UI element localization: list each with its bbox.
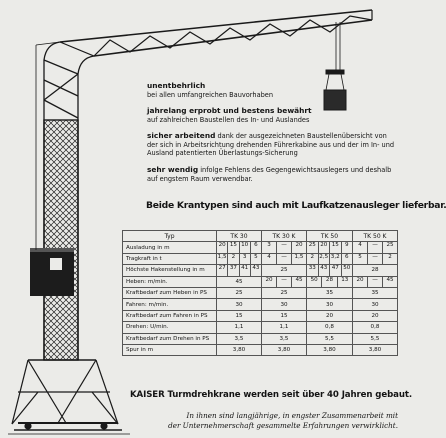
value-cell: 15 (217, 310, 262, 321)
feature-3-text: dank der ausgezeichneten Baustellenübersicht von der sich in Arbeitsrichtung drehenden Führerkabine aus und der im In- und Ausland patentierten Überlastungs-Sicherung (147, 132, 395, 158)
row-label: Kraftbedarf zum Heben in PS (123, 287, 217, 298)
feature-3-heading: sicher arbeitend (147, 131, 216, 140)
value-subcell: 4 (262, 254, 277, 264)
table-row (123, 344, 398, 355)
value-subcell: 3,2 (330, 254, 342, 264)
value-cell (217, 253, 262, 264)
feature-2-text: auf zahlreichen Baustellen des In- und Auslandes (147, 115, 310, 124)
value-subcell: 6 (344, 253, 349, 260)
specification-table (122, 230, 398, 356)
row-label: Spur in m (123, 344, 217, 355)
value-cell (353, 242, 398, 253)
value-subcell: — (368, 277, 383, 287)
feature-4-heading: sehr wendig (147, 165, 199, 174)
value-subcell: 2 (307, 254, 319, 264)
value-cell: 5,5 (353, 333, 398, 344)
value-subcell: 20 (295, 242, 303, 249)
value-subcell: 45 (386, 276, 394, 283)
table-row (123, 253, 398, 264)
value-cell: 25 (262, 265, 307, 276)
feature-2-heading: jahrelang erprobt und bestens bewährt (147, 106, 312, 115)
value-subcell: 15 (330, 242, 342, 252)
value-cell (217, 265, 262, 276)
value-cell: 1,1 (217, 322, 262, 333)
value-subcell: 27 (217, 265, 228, 275)
value-subcell: 43 (319, 265, 331, 275)
value-cell: 0,8 (353, 322, 398, 333)
value-subcell: 25 (386, 242, 394, 249)
value-cell (307, 242, 353, 253)
tagline: KAISER Turmdrehkrane werden seit über 40 Jahren gebaut. (130, 390, 413, 400)
value-subcell: 4 (353, 242, 368, 252)
row-label: Höchste Hakenstellung in m (123, 265, 217, 276)
value-subcell: 20 (217, 242, 228, 252)
value-cell: 30 (307, 299, 353, 310)
value-subcell: 1,5 (294, 253, 304, 260)
value-subcell: 2 (388, 253, 392, 260)
value-subcell: 20 (353, 277, 368, 287)
value-subcell: 3 (240, 254, 251, 264)
value-cell: 30 (262, 299, 307, 310)
header-tk50: TK 50 (307, 231, 353, 242)
crane-cabin (30, 248, 74, 296)
table-row (123, 310, 398, 321)
value-cell: 35 (307, 287, 353, 298)
value-subcell: 25 (307, 242, 319, 252)
value-subcell: 33 (307, 265, 319, 275)
table-row (123, 333, 398, 344)
crane-jib (60, 10, 372, 56)
value-subcell: 2 (228, 254, 239, 264)
value-cell (217, 242, 262, 253)
crane-tower (44, 120, 78, 360)
table-row (123, 265, 398, 276)
value-subcell: 20 (262, 277, 277, 287)
value-subcell: 13 (341, 276, 349, 283)
row-label: Drehen: U/min. (123, 322, 217, 333)
value-subcell: 5 (254, 253, 258, 260)
table-row (123, 322, 398, 333)
row-label: Tragkraft in t (123, 253, 217, 264)
table-body (123, 242, 398, 356)
feature-1-text: bei allen umfangreichen Bauvorhaben (147, 90, 274, 99)
value-subcell: 50 (307, 277, 322, 287)
feature-1-heading: unentbehrlich (147, 81, 206, 90)
feature-2 (147, 107, 397, 124)
value-subcell: 6 (254, 242, 258, 249)
row-label: Kraftbedarf zum Drehen in PS (123, 333, 217, 344)
value-cell: 20 (307, 310, 353, 321)
header-tk50k: TK 50 K (353, 231, 398, 242)
value-cell: 3,80 (262, 344, 307, 355)
value-cell: 3,5 (217, 333, 262, 344)
value-subcell: — (277, 242, 292, 252)
value-subcell: 5 (353, 254, 368, 264)
value-subcell: 41 (240, 265, 251, 275)
row-label: Heben: m/min. (123, 276, 217, 287)
header-tk30: TK 30 (217, 231, 262, 242)
value-subcell: 1,5 (217, 254, 228, 264)
crane-upper-mast (44, 42, 94, 120)
table-row (123, 276, 398, 287)
value-cell: 30 (353, 299, 398, 310)
value-cell (307, 276, 353, 287)
value-cell: 15 (262, 310, 307, 321)
value-subcell: 50 (343, 265, 351, 272)
value-cell: 25 (262, 287, 307, 298)
feature-1 (147, 82, 397, 99)
header-typ: Typ (123, 231, 217, 242)
value-cell (353, 276, 398, 287)
value-subcell: 43 (252, 265, 260, 272)
value-subcell: — (368, 254, 383, 264)
value-cell: 45 (217, 276, 262, 287)
value-subcell: 2,5 (319, 254, 331, 264)
value-cell (262, 253, 307, 264)
value-subcell: 37 (228, 265, 239, 275)
value-cell: 28 (353, 265, 398, 276)
footer-text (140, 411, 398, 431)
footer-line-1: In ihnen sind langjährige, in engster Zusammenarbeit mit (186, 411, 398, 420)
header-tk30k: TK 30 K (262, 231, 307, 242)
value-cell (262, 242, 307, 253)
value-subcell: 20 (319, 242, 331, 252)
value-subcell: 10 (240, 242, 251, 252)
value-subcell: — (368, 242, 383, 252)
feature-3 (147, 132, 397, 158)
value-cell (307, 265, 353, 276)
value-cell (353, 253, 398, 264)
table-row (123, 287, 398, 298)
table-header-row (123, 231, 398, 242)
value-cell (262, 276, 307, 287)
jib-option-heading: Beide Krantypen sind auch mit Laufkatzenausleger lieferbar. (146, 200, 446, 211)
row-label: Kraftbedarf zum Fahren in PS (123, 310, 217, 321)
crane-base (12, 360, 122, 430)
value-cell: 3,5 (262, 333, 307, 344)
value-subcell: — (277, 254, 292, 264)
footer-line-2: der Unternehmerschaft gesammelte Erfahrungen verwirklicht. (168, 421, 398, 430)
feature-4-text: infolge Fehlens des Gegengewichtsauslegers und deshalb auf engstem Raum verwendbar. (147, 166, 392, 183)
value-subcell: 15 (228, 242, 239, 252)
value-cell: 3,80 (217, 344, 262, 355)
row-label: Fahren: m/min. (123, 299, 217, 310)
value-cell: 30 (217, 299, 262, 310)
row-label: Ausladung in m (123, 242, 217, 253)
value-cell: 5,5 (307, 333, 353, 344)
value-subcell: 9 (344, 242, 349, 249)
value-cell: 25 (217, 287, 262, 298)
value-subcell: 47 (330, 265, 342, 275)
value-cell (307, 253, 353, 264)
feature-4 (147, 166, 397, 183)
value-cell: 3,80 (307, 344, 353, 355)
value-cell: 35 (353, 287, 398, 298)
table-row (123, 299, 398, 310)
value-cell: 3,80 (353, 344, 398, 355)
value-subcell: 3 (262, 242, 277, 252)
value-cell: 0,8 (307, 322, 353, 333)
table-row (123, 242, 398, 253)
value-cell: 1,1 (262, 322, 307, 333)
value-subcell: 45 (295, 276, 303, 283)
value-subcell: — (277, 277, 292, 287)
value-cell: 20 (353, 310, 398, 321)
value-subcell: 28 (322, 277, 337, 287)
